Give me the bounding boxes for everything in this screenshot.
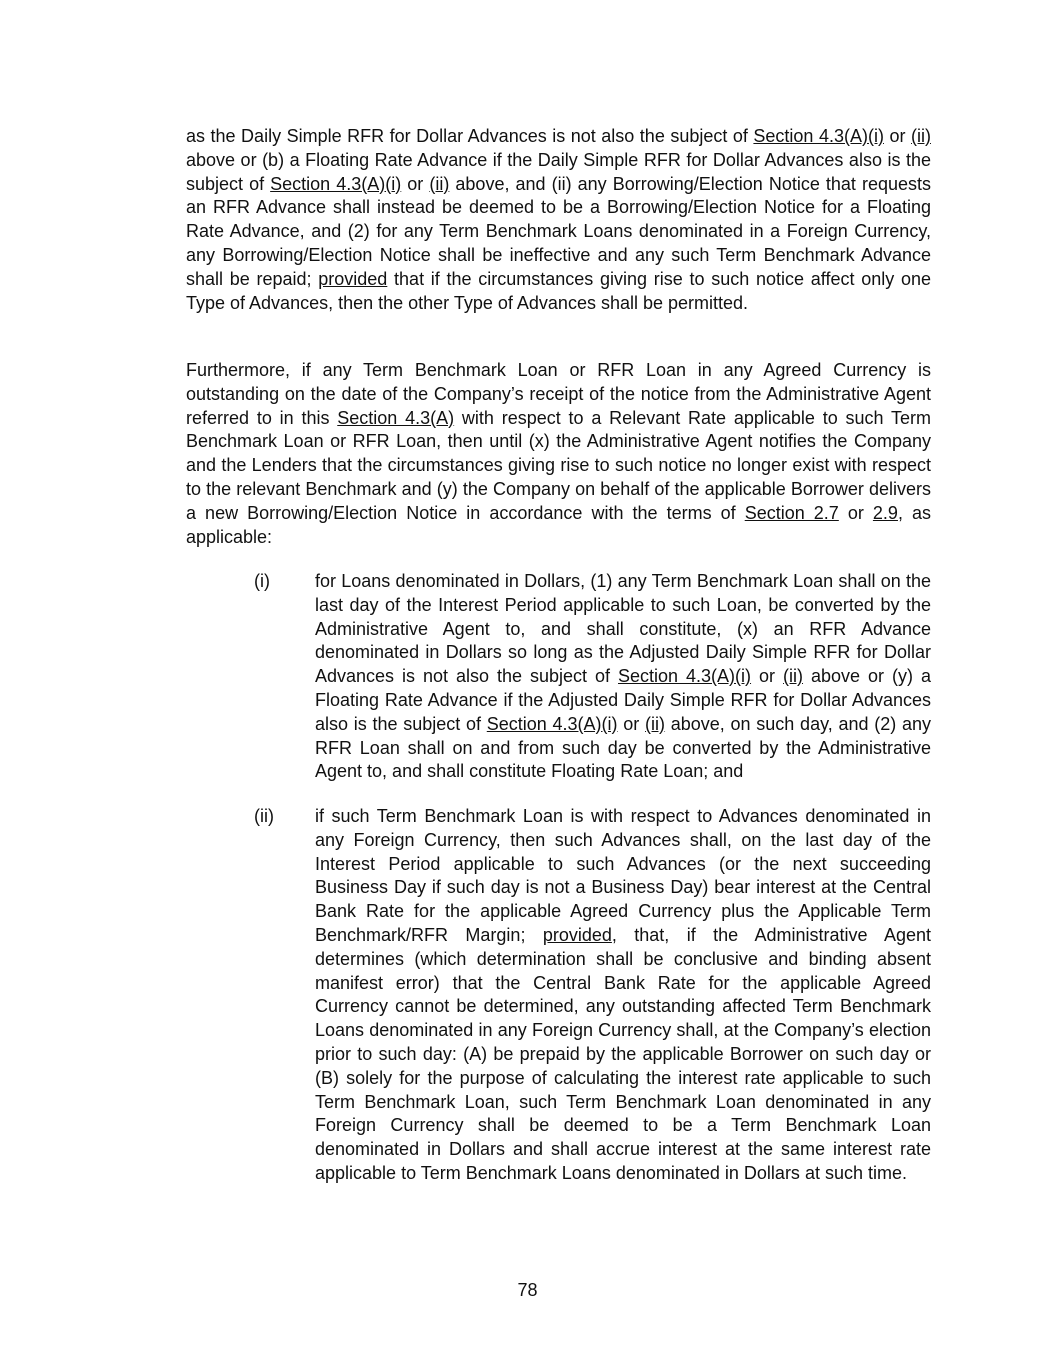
section-reference: 2.9 bbox=[872, 502, 898, 523]
paragraph-continuation bbox=[186, 125, 931, 315]
section-reference: (ii) bbox=[783, 666, 804, 687]
list-item-text bbox=[315, 805, 931, 1186]
text-run: that if the circumstances giving rise to such notice affect only one Type of Advances, then the other Type of Advances shall be permitted. bbox=[186, 268, 931, 313]
text-run: or bbox=[617, 713, 646, 734]
section-reference: (ii) bbox=[645, 713, 666, 734]
list-item-number: (i) bbox=[254, 571, 270, 591]
text-run: for Loans denominated in Dollars, (1) any Term Benchmark Loan shall on the last day of the Interest Period applicable to such Loan, be converted by the Administrative Agent to, and shall constitute, (x) an RFR Advance denominated in Dollars so long as the Adjusted Daily Simple RFR for Dollar Advances is not also the subject of bbox=[315, 571, 931, 687]
page-number: 78 bbox=[517, 1280, 538, 1300]
section-reference: Section 4.3(A)(i) bbox=[486, 713, 618, 734]
text-run: or bbox=[751, 666, 784, 687]
text-run: with respect to a Relevant Rate applicable to such Term Benchmark Loan or RFR Loan, then until (x) the Administrative Agent notifies the Company and the Lenders that the circumstances giving rise to such notice no longer exist with respect to the relevant Benchmark and (y) the Company on behalf of the applicable Borrower delivers a new Borrowing/Election Notice in accordance with the terms of bbox=[186, 407, 932, 523]
text-run: above, on such day, and (2) any RFR Loan shall on and from such day be converted by the Administrative Agent to, and shall constitute Floating Rate Loan; and bbox=[315, 713, 931, 782]
text-run: , that, if the Administrative Agent determines (which determination shall be conclusive and binding absent manifest error) that the Central Bank Rate for the applicable Agreed Currency cannot be determined, any outstanding affected Term Benchmark Loans denominated in any Foreign Currency shall, at the Company’s election prior to such day: (A) be prepaid by the applicable Borrower on such day or (B) solely for the purpose of calculating the interest rate applicable to such Term Benchmark Loan, such Term Benchmark Loan denominated in any Foreign Currency shall be deemed to be a Term Benchmark Loan denominated in Dollars and shall accrue interest at the same interest rate applicable to Term Benchmark Loans denominated in Dollars at such time. bbox=[315, 924, 931, 1183]
text-run: above or (y) a Floating Rate Advance if the Adjusted Daily Simple RFR for Dollar Advances also is the subject of bbox=[315, 666, 931, 734]
section-reference: Section 4.3(A)(i) bbox=[753, 126, 884, 146]
text-run: above or (b) a Floating Rate Advance if the Daily Simple RFR for Dollar Advances also is the subject of bbox=[186, 149, 931, 194]
text-run: Furthermore, if any Term Benchmark Loan or RFR Loan in any Agreed Currency is outstanding on the date of the Company’s receipt of the notice from the Administrative Agent referred to in this bbox=[186, 360, 931, 428]
text-run: , as applicable: bbox=[186, 502, 932, 547]
list-item-text bbox=[315, 570, 931, 784]
text-run: if such Term Benchmark Loan is with respect to Advances denominated in any Foreign Currency, then such Advances shall, on the last day of the Interest Period applicable to such Advances (or the next succeeding Business Day if such day is not a Business Day) bear interest at the Central Bank Rate for the applicable Agreed Currency plus the Applicable Term Benchmark/RFR Margin; bbox=[315, 806, 931, 945]
section-reference: (ii) bbox=[911, 126, 931, 146]
text-run: or bbox=[401, 173, 430, 194]
text-run: above, and (ii) any Borrowing/Election Notice that requests an RFR Advance shall instead be deemed to be a Borrowing/Election Notice for a Floating Rate Advance, and (2) for any Term Benchmark Loans denominated in a Foreign Currency, any Borrowing/Election Notice shall be ineffective and any such Term Benchmark Advance shall be repaid; bbox=[186, 173, 932, 289]
provided-term: provided bbox=[318, 268, 388, 289]
provided-term: provided bbox=[542, 924, 612, 945]
section-reference: Section 4.3(A) bbox=[337, 407, 455, 428]
section-reference: Section 4.3(A)(i) bbox=[618, 666, 752, 687]
section-reference: (ii) bbox=[429, 173, 450, 194]
section-reference: Section 4.3(A)(i) bbox=[270, 173, 402, 194]
list-item-number: (ii) bbox=[254, 806, 274, 826]
text-run: as the Daily Simple RFR for Dollar Advances is not also the subject of bbox=[186, 126, 754, 146]
text-run: or bbox=[883, 126, 911, 146]
paragraph-furthermore bbox=[186, 359, 931, 549]
text-run: or bbox=[838, 502, 873, 523]
section-reference: Section 2.7 bbox=[744, 502, 839, 523]
